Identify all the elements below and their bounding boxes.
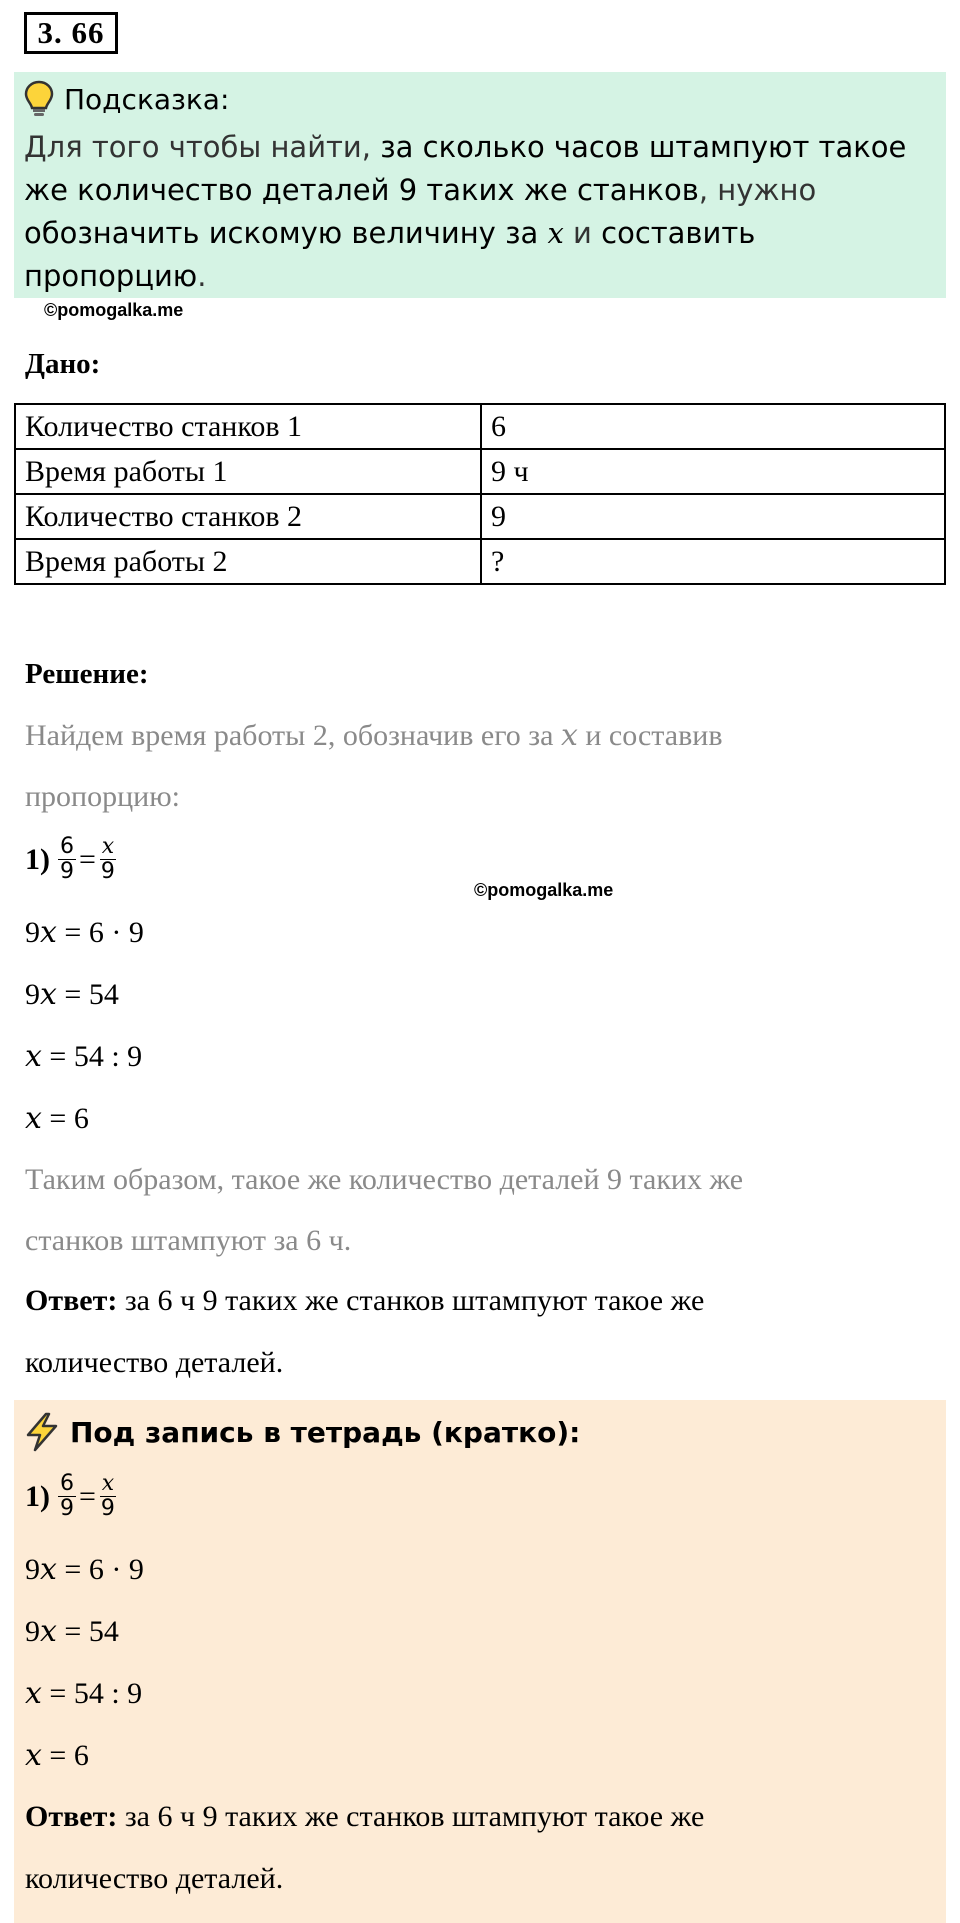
solution-intro-line-1: [25, 718, 722, 753]
fraction-numerator: 6: [60, 1471, 74, 1496]
hint-text: [24, 126, 924, 298]
equation-line-1: [25, 915, 144, 950]
answer-line-1: [25, 1284, 704, 1318]
conclusion-line-1: Таким образом, такое же количество деталей 9 таких же: [25, 1163, 744, 1196]
answer-text: за 6 ч 9 таких же станков штампуют такое же: [117, 1800, 705, 1833]
solution-intro-line-2: пропорцию:: [25, 780, 180, 813]
eq-coef: 9: [25, 916, 40, 949]
short-equation-line-4: [25, 1738, 89, 1773]
short-notes-box: [14, 1400, 946, 1923]
hint-var: x: [547, 216, 564, 250]
eq-coef: 9: [25, 1615, 40, 1648]
eq-var: x: [25, 1738, 42, 1773]
hint-box: [14, 72, 946, 298]
eq-rest: = 6 · 9: [56, 1553, 144, 1586]
table-cell-label: Время работы 2: [15, 539, 481, 584]
eq-rest: = 54: [56, 1615, 119, 1648]
table-row: [15, 404, 945, 449]
hint-bold-2: обозначить искомую величину за: [24, 216, 548, 250]
intro-var: x: [560, 718, 578, 753]
answer-label: Ответ:: [25, 1800, 118, 1833]
hint-title: Подсказка:: [64, 82, 230, 116]
watermark-middle: ©pomogalka.me: [474, 880, 614, 900]
hint-bold-3: составить пропорцию: [24, 216, 756, 293]
lightbulb-icon: [24, 80, 54, 118]
fraction-numerator: 6: [60, 834, 74, 859]
fraction-left: [58, 835, 76, 884]
eq-var: x: [25, 1101, 42, 1136]
eq-rest: = 54: [56, 978, 119, 1011]
eq-rest: = 6 · 9: [56, 916, 144, 949]
short-header: [24, 1412, 580, 1452]
table-row: [15, 494, 945, 539]
equation-line-4: [25, 1101, 89, 1136]
eq-rest: = 6: [41, 1102, 89, 1135]
equals-sign: =: [79, 842, 96, 876]
intro-text-b: и составив: [577, 719, 723, 752]
hint-text-2: , нужно: [698, 173, 817, 207]
equation-line-3: [25, 1039, 142, 1074]
table-cell-value: 9: [481, 494, 945, 539]
eq-var: x: [40, 915, 57, 950]
step-label: 1): [25, 842, 50, 876]
conclusion-line-2: станков штампуют за 6 ч.: [25, 1224, 352, 1257]
fraction-right: [99, 835, 117, 884]
step-label: 1): [25, 1479, 50, 1513]
short-equation-line-3: [25, 1676, 142, 1711]
fraction-denominator: 9: [60, 1496, 74, 1521]
fraction-numerator: x: [101, 1471, 115, 1496]
eq-rest: = 54 : 9: [41, 1677, 143, 1710]
fraction-denominator: 9: [100, 859, 115, 884]
answer-line-2: количество деталей.: [25, 1346, 284, 1379]
short-proportion-line: [25, 1472, 120, 1521]
given-heading: Дано:: [25, 348, 101, 380]
equation-line-2: [25, 977, 119, 1012]
hint-text-3: и: [563, 216, 602, 250]
hint-text-1: Для того чтобы найти,: [24, 130, 381, 164]
equals-sign: =: [79, 1479, 96, 1513]
fraction-right: [99, 1472, 117, 1521]
table-row: [15, 449, 945, 494]
answer-text: за 6 ч 9 таких же станков штампуют такое же: [117, 1284, 705, 1317]
table-cell-label: Количество станков 2: [15, 494, 481, 539]
short-equation-line-1: [25, 1552, 144, 1587]
eq-var: x: [25, 1676, 42, 1711]
lightning-icon: [24, 1412, 60, 1452]
fraction-numerator: x: [101, 834, 115, 859]
table-cell-value: ?: [481, 539, 945, 584]
short-answer-line-1: [25, 1800, 704, 1834]
hint-header: [24, 80, 229, 118]
solution-heading: Решение:: [25, 658, 149, 690]
hint-text-4: .: [197, 259, 207, 293]
eq-var: x: [40, 1552, 57, 1587]
table-row: [15, 539, 945, 584]
eq-rest: = 54 : 9: [41, 1040, 143, 1073]
table-cell-label: Время работы 1: [15, 449, 481, 494]
hint-bold-1: за сколько часов штампуют такое же количество деталей 9 таких же станков: [24, 130, 907, 207]
answer-label: Ответ:: [25, 1284, 118, 1317]
proportion-line: [25, 835, 120, 884]
fraction-left: [58, 1472, 76, 1521]
table-cell-label: Количество станков 1: [15, 404, 481, 449]
short-answer-line-2: количество деталей.: [25, 1862, 284, 1895]
intro-text-a: Найдем время работы 2, обозначив его за: [25, 719, 561, 752]
table-cell-value: 6: [481, 404, 945, 449]
eq-coef: 9: [25, 978, 40, 1011]
fraction-denominator: 9: [100, 1496, 115, 1521]
eq-coef: 9: [25, 1553, 40, 1586]
short-equation-line-2: [25, 1614, 119, 1649]
eq-var: x: [40, 977, 57, 1012]
watermark-top: ©pomogalka.me: [44, 300, 184, 320]
eq-var: x: [40, 1614, 57, 1649]
eq-var: x: [25, 1039, 42, 1074]
short-title: Под запись в тетрадь (кратко):: [70, 1415, 581, 1449]
given-table: [14, 403, 946, 585]
table-cell-value: 9 ч: [481, 449, 945, 494]
exercise-number: 3. 66: [24, 12, 118, 54]
eq-rest: = 6: [41, 1739, 89, 1772]
fraction-denominator: 9: [60, 859, 74, 884]
